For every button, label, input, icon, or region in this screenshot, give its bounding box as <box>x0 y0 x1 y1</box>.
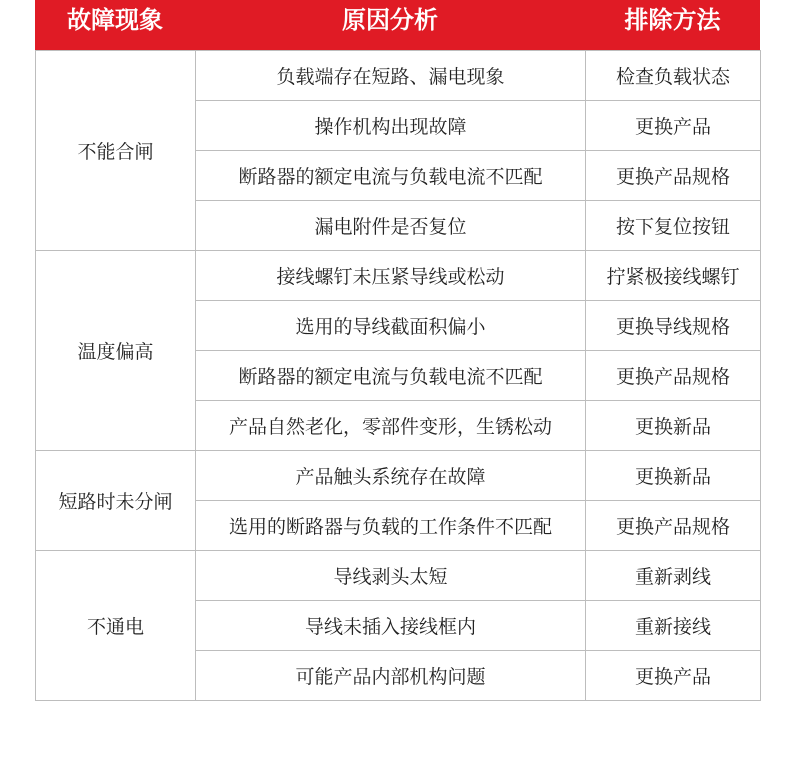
cause-cell: 接线螺钉未压紧导线或松动 <box>196 251 586 301</box>
table-row <box>36 51 761 101</box>
solution-cell: 更换产品 <box>586 651 761 701</box>
phenomenon-cell: 短路时未分闸 <box>36 451 196 551</box>
solution-cell: 拧紧极接线螺钉 <box>586 251 761 301</box>
header-cause: 原因分析 <box>342 6 438 34</box>
cause-cell: 可能产品内部机构问题 <box>196 651 586 701</box>
solution-cell: 更换新品 <box>586 401 761 451</box>
cause-cell: 产品触头系统存在故障 <box>196 451 586 501</box>
solution-cell: 检查负载状态 <box>586 51 761 101</box>
cause-cell: 选用的断路器与负载的工作条件不匹配 <box>196 501 586 551</box>
solution-cell: 更换产品规格 <box>586 351 761 401</box>
cause-cell: 选用的导线截面积偏小 <box>196 301 586 351</box>
phenomenon-cell: 温度偏高 <box>36 251 196 451</box>
solution-cell: 更换导线规格 <box>586 301 761 351</box>
solution-cell: 更换产品 <box>586 101 761 151</box>
solution-cell: 重新接线 <box>586 601 761 651</box>
cause-cell: 导线剥头太短 <box>196 551 586 601</box>
cause-cell: 负载端存在短路、漏电现象 <box>196 51 586 101</box>
table-row <box>36 451 761 501</box>
table-row <box>36 551 761 601</box>
phenomenon-cell: 不通电 <box>36 551 196 701</box>
solution-cell: 更换产品规格 <box>586 501 761 551</box>
cause-cell: 断路器的额定电流与负载电流不匹配 <box>196 151 586 201</box>
cause-cell: 漏电附件是否复位 <box>196 201 586 251</box>
table-header <box>35 0 760 50</box>
table-row <box>36 251 761 301</box>
cause-cell: 导线未插入接线框内 <box>196 601 586 651</box>
fault-table <box>35 50 761 701</box>
cause-cell: 操作机构出现故障 <box>196 101 586 151</box>
header-solution: 排除方法 <box>624 6 721 34</box>
solution-cell: 更换新品 <box>586 451 761 501</box>
header-phenomenon: 故障现象 <box>67 6 163 34</box>
solution-cell: 更换产品规格 <box>586 151 761 201</box>
cause-cell: 产品自然老化，零部件变形，生锈松动 <box>196 401 586 451</box>
cause-cell: 断路器的额定电流与负载电流不匹配 <box>196 351 586 401</box>
phenomenon-cell: 不能合闸 <box>36 51 196 251</box>
solution-cell: 重新剥线 <box>586 551 761 601</box>
solution-cell: 按下复位按钮 <box>586 201 761 251</box>
